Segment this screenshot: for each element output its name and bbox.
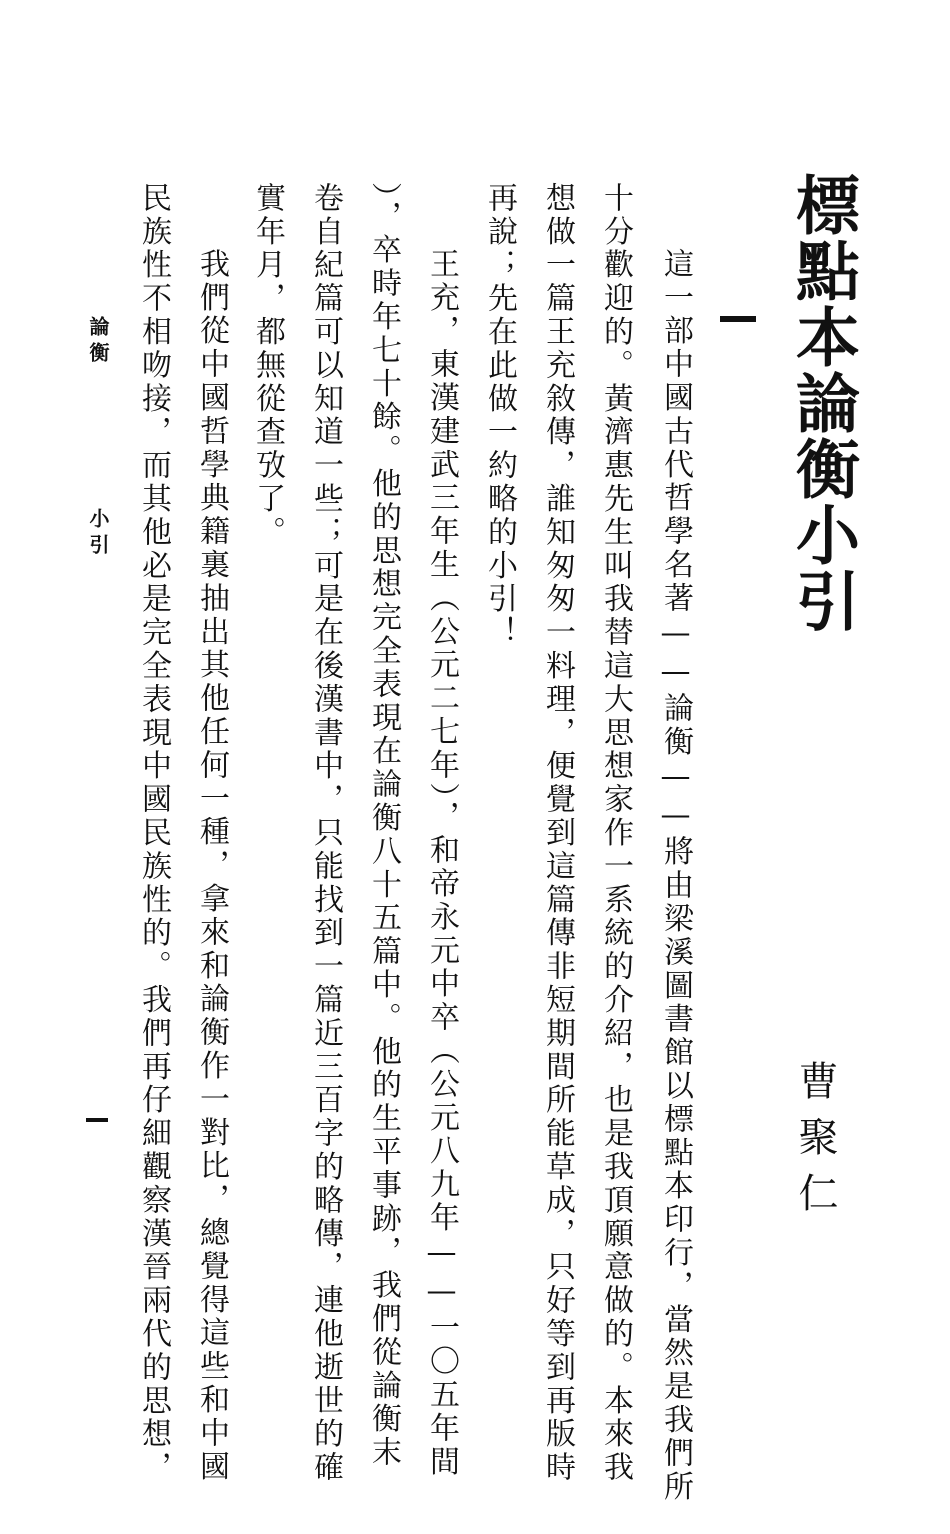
text-column-4: 再說；先在此做一約略的小引！: [482, 182, 517, 650]
text-column-2: 十分歡迎的。黃濟惠先生叫我替這大思想家作一系統的介紹，也是我頂願意做的。本來我: [598, 182, 633, 1485]
footer-chapter-title: 小引: [86, 508, 110, 560]
text-column-5: 王充，東漢建武三年生（公元二七年），和帝永元中卒（公元八九年——一〇五年間: [424, 248, 459, 1479]
author-name: 曹聚仁: [792, 1060, 838, 1228]
page-title: 標點本論衡小引: [785, 172, 860, 634]
text-column-6: ），卒時年七十餘。他的思想完全表現在論衡八十五篇中。他的生平事跡，我們從論衡末: [366, 182, 401, 1470]
footer-page-number: [86, 1118, 108, 1122]
text-column-9: 我們從中國哲學典籍裏抽出其他任何一種，拿來和論衡作一對比，總覺得這些和中國: [194, 248, 229, 1484]
section-number: [720, 316, 756, 322]
text-column-7: 卷自紀篇可以知道一些；可是在後漢書中，只能找到一篇近三百字的略傳，連他逝世的確: [308, 182, 343, 1485]
text-column-3: 想做一篇王充敘傳，誰知匆匆一料理，便覺到這篇傳非短期間所能草成，只好等到再版時: [540, 182, 575, 1485]
footer-book-title: 論衡: [86, 316, 110, 368]
text-column-1: 這一部中國古代哲學名著——論衡——將由梁溪圖書館以標點本印行，當然是我們所: [658, 248, 693, 1504]
text-column-10: 民族性不相吻接，而其他必是完全表現中國民族性的。我們再仔細觀察漢晉兩代的思想，: [136, 182, 171, 1485]
text-column-8: 實年月，都無從查攷了。: [250, 182, 285, 550]
